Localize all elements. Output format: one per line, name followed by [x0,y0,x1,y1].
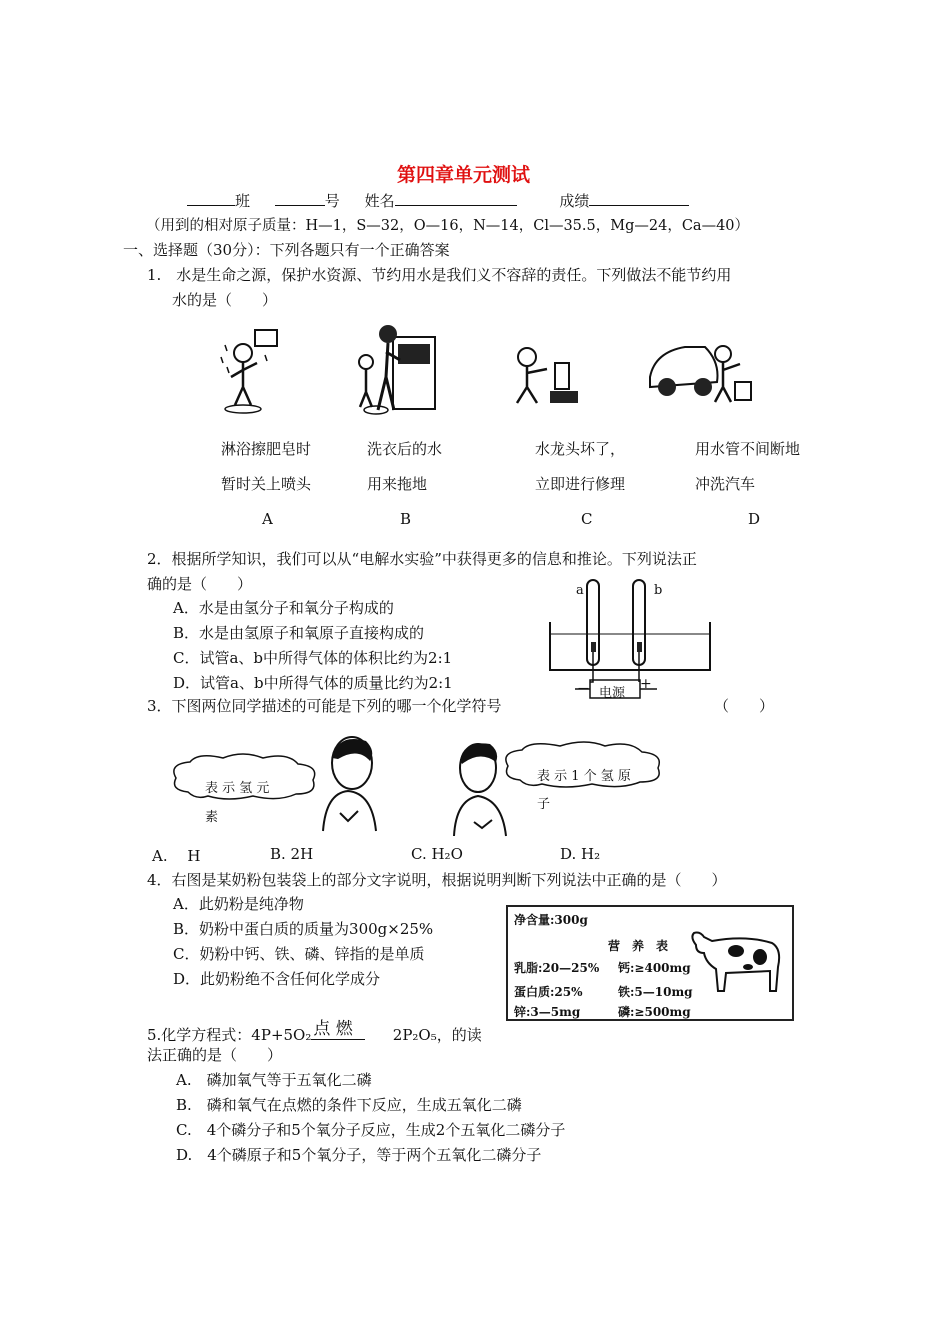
q5-option-a[interactable]: A. 磷加氧气等于五氧化二磷 [176,1071,372,1089]
milk-powder-label [506,905,794,1021]
number-blank[interactable] [275,189,325,206]
label-calcium: 钙:≥400mg [618,961,691,975]
tube-a-label: a [576,583,584,598]
section-heading: 一、选择题（30分）：下列各题只有一个正确答案 [123,241,450,259]
score-label: 成绩 [559,192,590,210]
class-label: 班 [235,192,251,210]
q3-answer-paren[interactable]: （ ） [714,697,775,715]
q1-option-d-line1: 用水管不间断地 [695,440,801,458]
number-label: 号 [324,192,340,210]
q5-equation-product: 2P₂O₅，的读 [392,1026,482,1044]
q2-stem-cont: 确的是（ ） [147,575,253,593]
label-phosphorus: 磷:≥500mg [618,1005,691,1019]
q2-stem: 2．根据所学知识，我们可以从“电解水实验”中获得更多的信息和推论。下列说法正 [147,550,697,568]
laundry-picture [348,322,443,417]
q4-option-d[interactable]: D．此奶粉绝不含任何化学成分 [173,970,381,988]
q4-option-c[interactable]: C．奶粉中钙、铁、磷、锌指的是单质 [173,945,425,963]
faucet-repair-picture [505,345,585,410]
q1-option-a-letter[interactable]: A [262,510,273,528]
q4-stem: 4．右图是某奶粉包装袋上的部分文字说明，根据说明判断下列说法中正确的是（ ） [147,871,727,889]
q1-option-b-line2: 用来拖地 [367,475,428,493]
bubble-right-text-1: 表 示 1 个 氢 原 [537,769,631,784]
car-wash-picture [645,332,755,412]
q5-condition: 点 燃 [311,1014,364,1040]
q1-option-c-line2: 立即进行修理 [535,475,626,493]
label-zinc: 锌:3—5mg [514,1005,581,1019]
q5-equation-reactants: 5.化学方程式：4P+5O₂ [147,1026,312,1044]
q2-option-c[interactable]: C．试管a、b中所得气体的体积比约为2:1 [173,649,453,667]
q1-option-a-line2: 暂时关上喷头 [221,475,312,493]
q1-stem-cont: 水的是（ ） [172,291,278,309]
class-blank[interactable] [187,189,235,206]
label-table-title: 营 养 表 [608,939,669,953]
q5-stem-cont: 法正确的是（ ） [147,1046,283,1064]
electrolysis-apparatus [545,572,725,702]
q1-option-d-line2: 冲洗汽车 [695,475,756,493]
q1-option-a-line1: 淋浴擦肥皂时 [221,440,312,458]
negative-terminal: － [577,682,591,697]
q5-option-b[interactable]: B. 磷和氧气在点燃的条件下反应，生成五氧化二磷 [176,1096,522,1114]
q3-option-d[interactable]: D. H₂ [560,845,601,863]
positive-terminal: + [640,676,652,692]
label-iron: 铁:5—10mg [618,985,693,999]
q4-option-b[interactable]: B．奶粉中蛋白质的质量为300g×25% [173,920,434,938]
label-net-weight: 净含量:300g [514,913,588,927]
name-label: 姓名 [364,192,395,210]
bubble-right-text-2: 子 [537,797,551,812]
q5-stem [147,1020,482,1046]
q5-option-d[interactable]: D. 4个磷原子和5个氧分子，等于两个五氧化二磷分子 [176,1146,542,1164]
student-left-picture [318,733,380,833]
cow-picture [686,927,786,997]
label-protein: 蛋白质:25% [514,985,583,999]
q3-option-c[interactable]: C. H₂O [411,845,463,863]
q5-option-c[interactable]: C. 4个磷分子和5个氧分子反应，生成2个五氧化二磷分子 [176,1121,566,1139]
q2-option-b[interactable]: B．水是由氢原子和氧原子直接构成的 [173,624,425,642]
q3-option-a[interactable]: A. H [152,847,201,865]
power-supply-label: 电源 [599,686,626,701]
q1-option-c-letter[interactable]: C [581,510,593,528]
q2-option-a[interactable]: A．水是由氢分子和氧分子构成的 [173,599,394,617]
atomic-masses-note: （用到的相对原子质量：H—1，S—32，O—16，N—14，Cl—35.5，Mg—24，Ca—40） [146,218,750,234]
score-blank[interactable] [589,189,689,206]
student-info-line [187,189,689,211]
page-title: 第四章单元测试 [397,164,531,186]
shower-picture [215,325,290,415]
q3-option-b[interactable]: B. 2H [270,845,314,863]
name-blank[interactable] [395,189,517,206]
q1-option-b-letter[interactable]: B [400,510,412,528]
q1-option-d-letter[interactable]: D [748,510,761,528]
q1-option-c-line1: 水龙头坏了， [535,440,626,458]
q4-option-a[interactable]: A．此奶粉是纯净物 [173,895,304,913]
q1-option-b-line1: 洗衣后的水 [367,440,443,458]
q1-stem: 1. 水是生命之源，保护水资源、节约用水是我们义不容辞的责任。下列做法不能节约用 [147,266,732,284]
q2-option-d[interactable]: D．试管a、b中所得气体的质量比约为2:1 [173,674,453,692]
q3-stem: 3．下图两位同学描述的可能是下列的哪一个化学符号 [147,697,502,715]
tube-b-label: b [654,583,663,598]
bubble-left-text-1: 表 示 氢 元 [205,781,270,796]
bubble-left-text-2: 素 [205,810,219,825]
label-fat: 乳脂:20—25% [514,961,600,975]
